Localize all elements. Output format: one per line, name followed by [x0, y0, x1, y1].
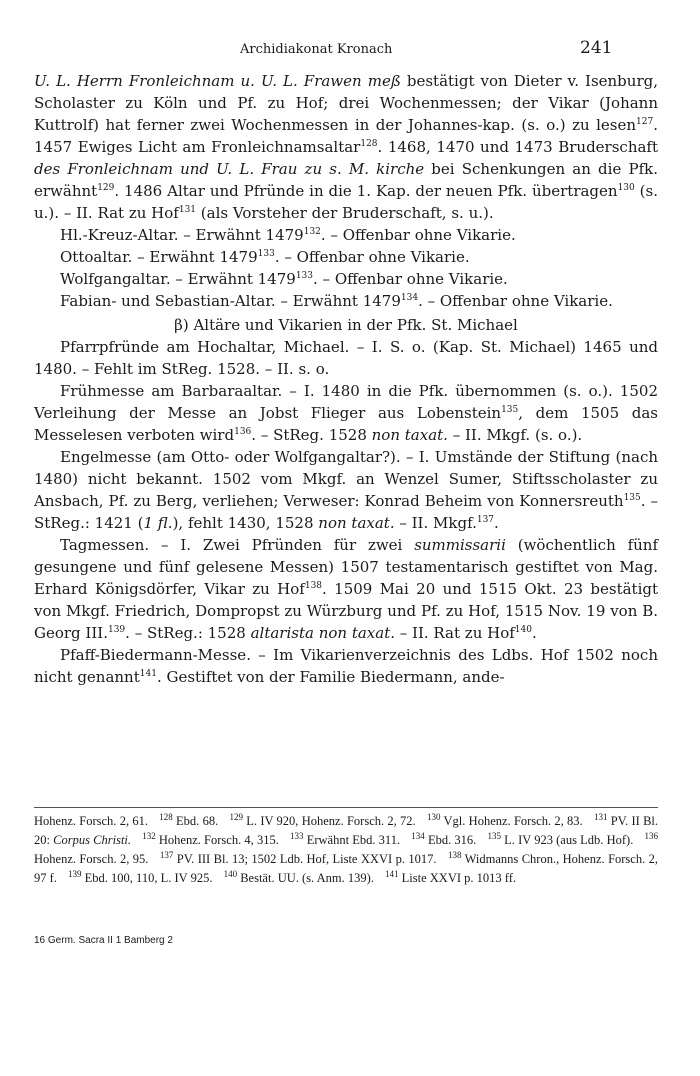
footnote-ref[interactable]: 133 — [257, 249, 275, 259]
section-heading: β) Altäre und Vikarien in der Pfk. St. Michael — [174, 316, 518, 334]
text-span: . – Offenbar ohne Vikarie. — [418, 292, 613, 310]
footnote-number: 137 — [159, 849, 174, 860]
footnote-text: Hohenz. Forsch. 4, 315. — [155, 833, 279, 847]
footnote-ref[interactable]: 139 — [107, 625, 126, 635]
text-span: Frühmesse am Barbaraaltar. – I. 1480 in die Pfk. übernommen (s. o.). 1502 Verleihung der Messe an Jobst Flieger aus Lobenstein — [34, 382, 658, 422]
footnote-number: 129 — [229, 811, 243, 822]
footnote-ref[interactable]: 131 — [178, 205, 197, 215]
paragraph-wolfgangaltar — [34, 268, 658, 290]
footnote-number: 141 — [385, 868, 399, 879]
footnote-ref[interactable]: 128 — [360, 139, 378, 149]
footnote-ref[interactable]: 140 — [514, 625, 532, 635]
text-span: . 1457 Ewiges Licht am Fronleichnamsaltar — [34, 116, 658, 156]
footnote-ref[interactable]: 132 — [303, 227, 321, 237]
italic-span: des Fronleichnam und U. L. Frau zu s. M. kirche — [34, 160, 425, 178]
footnote-text: L. IV 920, Hohenz. Forsch. 2, 72. — [243, 814, 416, 828]
text-span: bei Schenkungen an die Pfk. erwähnt — [34, 160, 658, 200]
text-span: – II. Mkgf. (s. o.). — [447, 426, 583, 444]
main-text — [34, 70, 658, 688]
footnote-ref[interactable]: 135 — [501, 405, 519, 415]
footnote-ref[interactable]: 129 — [97, 183, 115, 193]
footnote-number: 139 — [68, 868, 82, 879]
footnote-text: PV. III Bl. 13; 1502 Ldb. Hof, Liste XXVI p. 1017. — [173, 852, 437, 866]
footnote-ref[interactable]: 141 — [139, 669, 157, 679]
text-span: ), fehlt 1430, 1528 — [172, 514, 319, 532]
text-span: (als Vorsteher der Bruderschaft, s. u.). — [196, 204, 494, 222]
footnote-ref[interactable]: 127 — [636, 117, 654, 127]
footnote-number: 140 — [223, 868, 238, 879]
footnote-ref[interactable]: 137 — [476, 515, 495, 525]
footnote-text: Liste XXVI p. 1013 ff. — [398, 871, 516, 885]
text-span: . – StReg. 1528 — [251, 426, 372, 444]
italic-span: non taxat. — [318, 514, 395, 532]
footnote-number: 128 — [159, 811, 173, 822]
footnote-number: 135 — [487, 830, 501, 841]
paragraph-fruehmesse — [34, 380, 658, 446]
text-span: . – Offenbar ohne Vikarie. — [274, 248, 470, 266]
text-span: . – Offenbar ohne Vikarie. — [320, 226, 516, 244]
footnotes — [34, 812, 658, 888]
italic-span: 1 fl. — [143, 514, 173, 532]
italic-span: altarista non taxat. — [250, 624, 395, 642]
paragraph-pfaff-biedermann — [34, 644, 658, 688]
altar-name: U. L. Herrn Fronleichnam u. U. L. Frawen meß — [34, 72, 401, 90]
footnote-divider — [34, 807, 658, 808]
footnote-ref[interactable]: 136 — [234, 427, 252, 437]
footnote-ref[interactable]: 133 — [295, 271, 314, 281]
text-span: Tagmessen. – I. Zwei Pfründen für zwei — [60, 536, 415, 554]
footnote-number: 138 — [447, 849, 462, 860]
footnote-text: Ebd. 316. — [424, 833, 477, 847]
footnote-text: Erwähnt Ebd. 311. — [303, 833, 401, 847]
text-span: . – Offenbar ohne Vikarie. — [313, 270, 508, 288]
page-number: 241 — [580, 38, 613, 58]
footnote-text: Hohenz. Forsch. 2, 61. — [34, 814, 148, 828]
text-span: , dem 1505 das Messelesen verboten wird — [34, 404, 658, 444]
footnote-text: PV. II Bl. 20: — [34, 814, 659, 847]
text-span: . 1468, 1470 und 1473 Bruderschaft — [377, 138, 659, 156]
text-span: . – StReg.: 1421 ( — [34, 492, 658, 532]
footnote-text: Ebd. 68. — [172, 814, 219, 828]
footnote-ref[interactable]: 135 — [623, 493, 641, 503]
text-span: – II. Mkgf. — [394, 514, 477, 532]
footnote-number: 136 — [644, 830, 659, 841]
footnote-text: Vgl. Hohenz. Forsch. 2, 83. — [440, 814, 583, 828]
footnote-text: L. IV 923 (aus Ldb. Hof). — [500, 833, 634, 847]
paragraph-kreuz-altar — [34, 224, 658, 246]
footnote-text: Widmanns Chron., Hohenz. Forsch. 2, 97 f. — [34, 852, 659, 885]
printer-signature: 16 Germ. Sacra II 1 Bamberg 2 — [34, 935, 173, 946]
text-span: (s. u.). – II. Rat zu Hof — [34, 182, 658, 222]
footnote-text: Bestät. UU. (s. Anm. 139). — [237, 871, 374, 885]
paragraph-fronleichnam — [34, 70, 658, 224]
text-span: bestätigt von Dieter v. Isenburg, Scholaster zu Köln und Pf. zu Hof; drei Wochenmessen; der Vikar (Johann Kuttrolf) hat ferner zwei Wochenmessen in der Johannes-kap. (s. o.) zu lesen — [34, 72, 658, 134]
text-span: – II. Rat zu Hof — [395, 624, 515, 642]
paragraph-tagmessen — [34, 534, 658, 644]
footnote-number: 132 — [142, 830, 156, 841]
italic-span: summissarii — [414, 536, 506, 554]
paragraph-pfarrpfruende: Pfarrpfründe am Hochaltar, Michael. – I. S. o. (Kap. St. Michael) 1465 und 1480. – Fehlt im StReg. 1528. – II. s. o. — [34, 338, 658, 378]
footnote-text: Hohenz. Forsch. 2, 95. — [34, 852, 149, 866]
footnote-number: 130 — [426, 811, 441, 822]
footnote-number: 134 — [411, 830, 425, 841]
running-title: Archidiakonat Kronach — [240, 42, 393, 57]
footnote-number: 131 — [593, 811, 608, 822]
footnote-italic: Corpus Christi. — [53, 833, 132, 847]
footnote-ref[interactable]: 138 — [304, 581, 323, 591]
text-span: Fabian- und Sebastian-Altar. – Erwähnt 1479 — [60, 292, 401, 310]
text-span: . — [531, 624, 537, 642]
italic-span: non taxat. — [371, 426, 448, 444]
paragraph-engelmesse — [34, 446, 658, 534]
footnote-number: 133 — [290, 830, 304, 841]
text-span: . 1509 Mai 20 und 1515 Okt. 23 bestätigt von Mkgf. Friedrich, Dompropst zu Würzburg und Pf. zu Hof, 1515 Nov. 19 von B. Georg III. — [34, 580, 658, 642]
text-span: . Gestiftet von der Familie Biedermann, ande- — [156, 668, 505, 686]
footnote-ref[interactable]: 134 — [400, 293, 419, 303]
text-span: Hl.-Kreuz-Altar. – Erwähnt 1479 — [60, 226, 304, 244]
text-span: . — [494, 514, 499, 532]
text-span: Wolfgangaltar. – Erwähnt 1479 — [60, 270, 296, 288]
text-span: . 1486 Altar und Pfründe in die 1. Kap. der neuen Pfk. übertragen — [114, 182, 618, 200]
paragraph-ottoaltar — [34, 246, 658, 268]
footnote-ref[interactable]: 130 — [617, 183, 635, 193]
paragraph-fabian-altar — [34, 290, 658, 312]
text-span: Engelmesse (am Otto- oder Wolfgangaltar?). – I. Umstände der Stiftung (nach 1480) nicht bekannt. 1502 vom Mkgf. an Wenzel Sumer, Stiftsscholaster zu Ansbach, Pf. zu Berg, verliehen; Verweser: Konrad Beheim von Konnersreuth — [34, 448, 658, 510]
footnote-text: Ebd. 100, 110, L. IV 925. — [81, 871, 213, 885]
text-span: Pfaff-Biedermann-Messe. – Im Vikarienverzeichnis des Ldbs. Hof 1502 noch nicht genannt — [34, 646, 658, 686]
text-span: Ottoaltar. – Erwähnt 1479 — [60, 248, 258, 266]
text-span: (wöchentlich fünf gesungene und fünf gelesene Messen) 1507 testamentarisch gestiftet von Mag. Erhard Königsdörfer, Vikar zu Hof — [34, 536, 658, 598]
running-head — [0, 38, 700, 62]
text-span: . – StReg.: 1528 — [125, 624, 251, 642]
